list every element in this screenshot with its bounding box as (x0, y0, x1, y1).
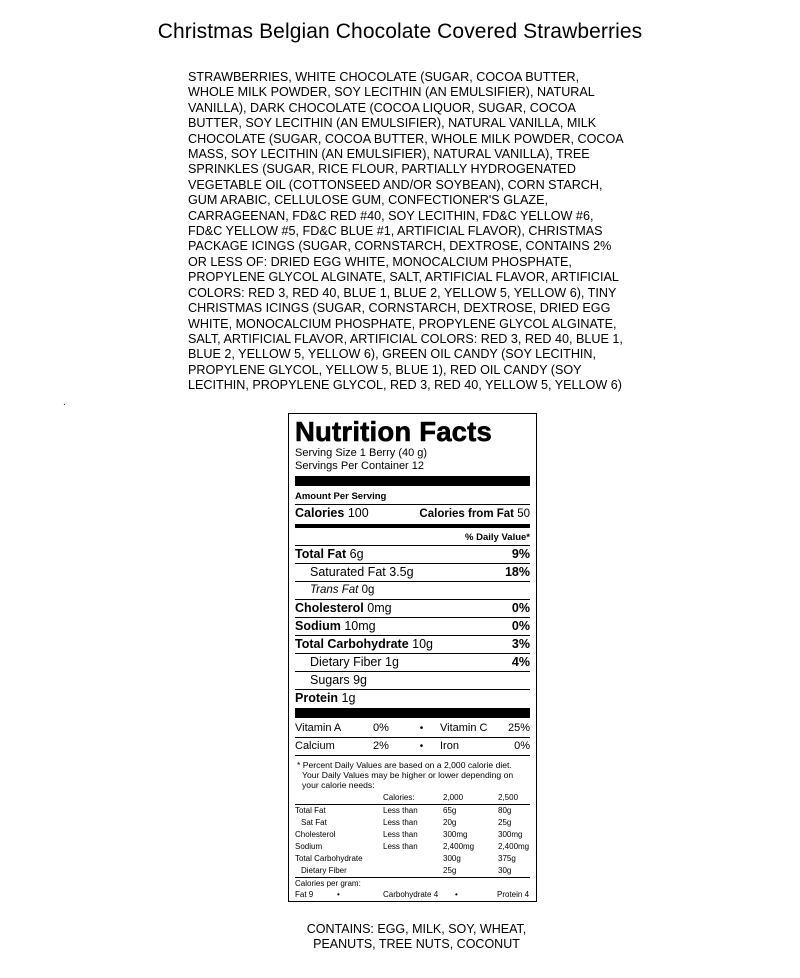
nutrient-amount: 1g (341, 691, 356, 705)
nutrient-dv: 0% (511, 619, 530, 633)
nutrition-facts-heading: Nutrition Facts (295, 416, 493, 447)
vitamin-name: Iron (440, 740, 459, 752)
reference-cell: 2,400mg (498, 842, 530, 851)
product-title: Christmas Belgian Chocolate Covered Strawberries (157, 20, 643, 43)
reference-cell: 80g (498, 806, 512, 815)
reference-cell: 30g (498, 866, 512, 875)
reference-cell: 300g (443, 854, 461, 863)
calories-label: Calories (295, 506, 345, 520)
nutrient-amount: 9g (353, 673, 367, 687)
reference-cell (383, 865, 443, 878)
footnote-line: your calorie needs: (302, 780, 375, 790)
allergen-line: CONTAINS: EGG, MILK, SOY, WHEAT, (306, 922, 527, 936)
nutrient-label: Protein (295, 691, 339, 705)
nutrient-amount: 0mg (367, 601, 392, 615)
nutrient-dv: 18% (504, 565, 530, 579)
vitamin-row (295, 738, 530, 755)
reference-cell: 2,000 (443, 793, 464, 802)
vitamin-pct: 0% (514, 740, 530, 752)
reference-cell: Total Fat (295, 806, 326, 815)
reference-cell: Calories: (383, 793, 415, 802)
reference-row (295, 853, 530, 865)
reference-row (295, 817, 530, 829)
nutrient-row-protein (295, 690, 530, 707)
reference-cell: Sat Fat (301, 818, 327, 827)
divider-thick (295, 708, 530, 718)
calories-per-gram-label: Calories per gram: (295, 879, 361, 888)
reference-cell: 25g (498, 818, 512, 827)
divider-medium (295, 524, 530, 528)
reference-row (295, 805, 530, 818)
vitamin-name: Vitamin C (440, 722, 488, 734)
reference-cell: 2,400mg (443, 842, 475, 851)
reference-row (295, 865, 530, 878)
reference-cell (383, 853, 443, 865)
nutrient-label: Saturated Fat (310, 565, 386, 579)
divider-thick (295, 476, 530, 486)
reference-header-row (295, 792, 530, 805)
nutrient-dv: 0% (511, 601, 530, 615)
serving-size: Serving Size 1 Berry (40 g) (295, 447, 428, 459)
nutrient-dv: 4% (511, 655, 530, 669)
vitamin-name: Calcium (295, 740, 335, 752)
calories-per-gram-item: Protein 4 (497, 890, 530, 899)
nutrient-row-saturated-fat (295, 564, 530, 581)
nutrient-label: Total Carbohydrate (295, 637, 409, 651)
stray-mark: . (63, 397, 66, 408)
nutrient-row-total-fat (295, 546, 530, 563)
nutrient-amount: 6g (349, 547, 364, 561)
reference-cell: Less than (383, 842, 418, 851)
vitamin-pct: 25% (507, 722, 530, 734)
vitamin-pct: 2% (373, 740, 389, 752)
nutrient-label: Sodium (295, 619, 341, 633)
reference-cell: 25g (443, 866, 457, 875)
vitamin-name: Vitamin A (295, 722, 342, 734)
nutrient-label: Sugars (310, 673, 350, 687)
nutrient-label: Total Fat (295, 547, 347, 561)
reference-cell: 20g (443, 818, 457, 827)
reference-cell: Total Carbohydrate (295, 854, 363, 863)
daily-value-heading: % Daily Value* (465, 532, 530, 543)
reference-table (295, 792, 530, 878)
footnote-line: Your Daily Values may be higher or lower depending on (302, 770, 514, 780)
nutrient-amount: 10mg (344, 619, 376, 633)
reference-row (295, 841, 530, 853)
nutrient-dv: 3% (511, 637, 530, 651)
bullet: • (455, 890, 458, 899)
footnote-line: * Percent Daily Values are based on a 2,000 calorie diet. (297, 760, 512, 770)
nutrient-row-sodium (295, 618, 530, 635)
reference-cell: Sodium (295, 842, 323, 851)
nutrient-amount: 1g (385, 655, 399, 669)
reference-cell: Less than (383, 818, 418, 827)
nutrient-row-total-carbohydrate (295, 636, 530, 653)
allergen-line: PEANUTS, TREE NUTS, COCONUT (313, 936, 520, 951)
reference-cell: Less than (383, 806, 418, 815)
reference-cell: 300mg (443, 830, 468, 839)
nutrient-amount: 3.5g (389, 565, 414, 579)
calories-per-gram-row (295, 889, 530, 901)
reference-cell (295, 792, 383, 805)
reference-cell: 300mg (498, 830, 523, 839)
nutrient-label: Trans Fat (310, 584, 359, 596)
vitamin-row (295, 720, 530, 737)
calories-row (295, 505, 530, 523)
reference-cell: Dietary Fiber (301, 866, 347, 875)
reference-cell: Less than (383, 830, 418, 839)
nutrient-amount: 0g (361, 584, 375, 596)
calories-value: 100 (347, 506, 369, 520)
nutrient-label: Dietary Fiber (310, 655, 382, 669)
nutrition-facts-panel (288, 413, 537, 902)
bullet: • (419, 723, 424, 734)
nutrient-label: Cholesterol (295, 601, 364, 615)
nutrient-row-sugars (295, 672, 530, 689)
calories-per-gram-item: Carbohydrate 4 (383, 890, 439, 899)
calories-from-fat-value: 50 (517, 508, 530, 520)
bullet: • (337, 890, 340, 899)
vitamin-pct: 0% (373, 722, 389, 734)
daily-value-footnote (295, 756, 530, 792)
reference-cell: 2,500 (498, 793, 519, 802)
nutrient-row-dietary-fiber (295, 654, 530, 671)
reference-cell: 65g (443, 806, 457, 815)
amount-per-serving: Amount Per Serving (295, 491, 387, 502)
calories-from-fat-label: Calories from Fat (419, 508, 514, 520)
reference-cell: Cholesterol (295, 830, 336, 839)
nutrient-row-trans-fat (295, 582, 530, 599)
nutrient-row-cholesterol (295, 600, 530, 617)
reference-cell: 375g (498, 854, 516, 863)
nutrient-amount: 10g (412, 637, 434, 651)
allergen-statement (300, 922, 533, 951)
reference-row (295, 829, 530, 841)
nutrient-dv: 9% (511, 547, 530, 561)
servings-per-container: Servings Per Container 12 (295, 460, 425, 472)
bullet: • (419, 741, 424, 752)
ingredients-list: STRAWBERRIES, WHITE CHOCOLATE (SUGAR, COCOA BUTTER, WHOLE MILK POWDER, SOY LECITHIN (AN EMULSIFIER), NATURAL VANILLA), DARK CHOCOLATE (COCOA LIQUOR, SUGAR, COCOA BUTTER, SOY LECITHIN (AN EMULSIFIER), NATURAL VANILLA, MILK CHOCOLATE (SUGAR, COCOA BUTTER, WHOLE MILK POWDER, COCOA MASS, SOY LECITHIN (AN EMULSIFIER), NATURAL VANILLA), TREE SPRINKLES (SUGAR, RICE FLOUR, PARTIALLY HYDROGENATED VEGETABLE OIL (COTTONSEED AND/OR SOYBEAN), CORN STARCH, GUM ARABIC, CELLULOSE GUM, CONFECTIONER'S GLAZE, CARRAGEENAN, FD&C RED #40, SOY LECITHIN, FD&C YELLOW #6, FD&C YELLOW #5, FD&C BLUE #1, ARTIFICIAL FLAVOR), CHRISTMAS PACKAGE ICINGS (SUGAR, CORNSTARCH, DEXTROSE, CONTAINS 2% OR LESS OF: DRIED EGG WHITE, MONOCALCIUM PHOSPHATE, PROPYLENE GLYCOL ALGINATE, SALT, ARTIFICIAL FLAVOR, ARTIFICIAL COLORS: RED 3, RED 40, BLUE 1, BLUE 2, YELLOW 5, YELLOW 6), TINY CHRISTMAS ICINGS (SUGAR, CORNSTARCH, DEXTROSE, DRIED EGG WHITE, MONOCALCIUM PHOSPHATE, PROPYLENE GLYCOL ALGINATE, SALT, ARTIFICIAL FLAVOR, ARTIFICIAL COLORS: RED 3, RED 40, BLUE 1, BLUE 2, YELLOW 5, YELLOW 6), GREEN OIL CANDY (SOY LECITHIN, PROPYLENE GLYCOL, YELLOW 5, BLUE 1), RED OIL CANDY (SOY LECITHIN, PROPYLENE GLYCOL, RED 3, RED 40, YELLOW 5, YELLOW 6) (188, 70, 623, 393)
calories-per-gram-item: Fat 9 (295, 890, 314, 899)
